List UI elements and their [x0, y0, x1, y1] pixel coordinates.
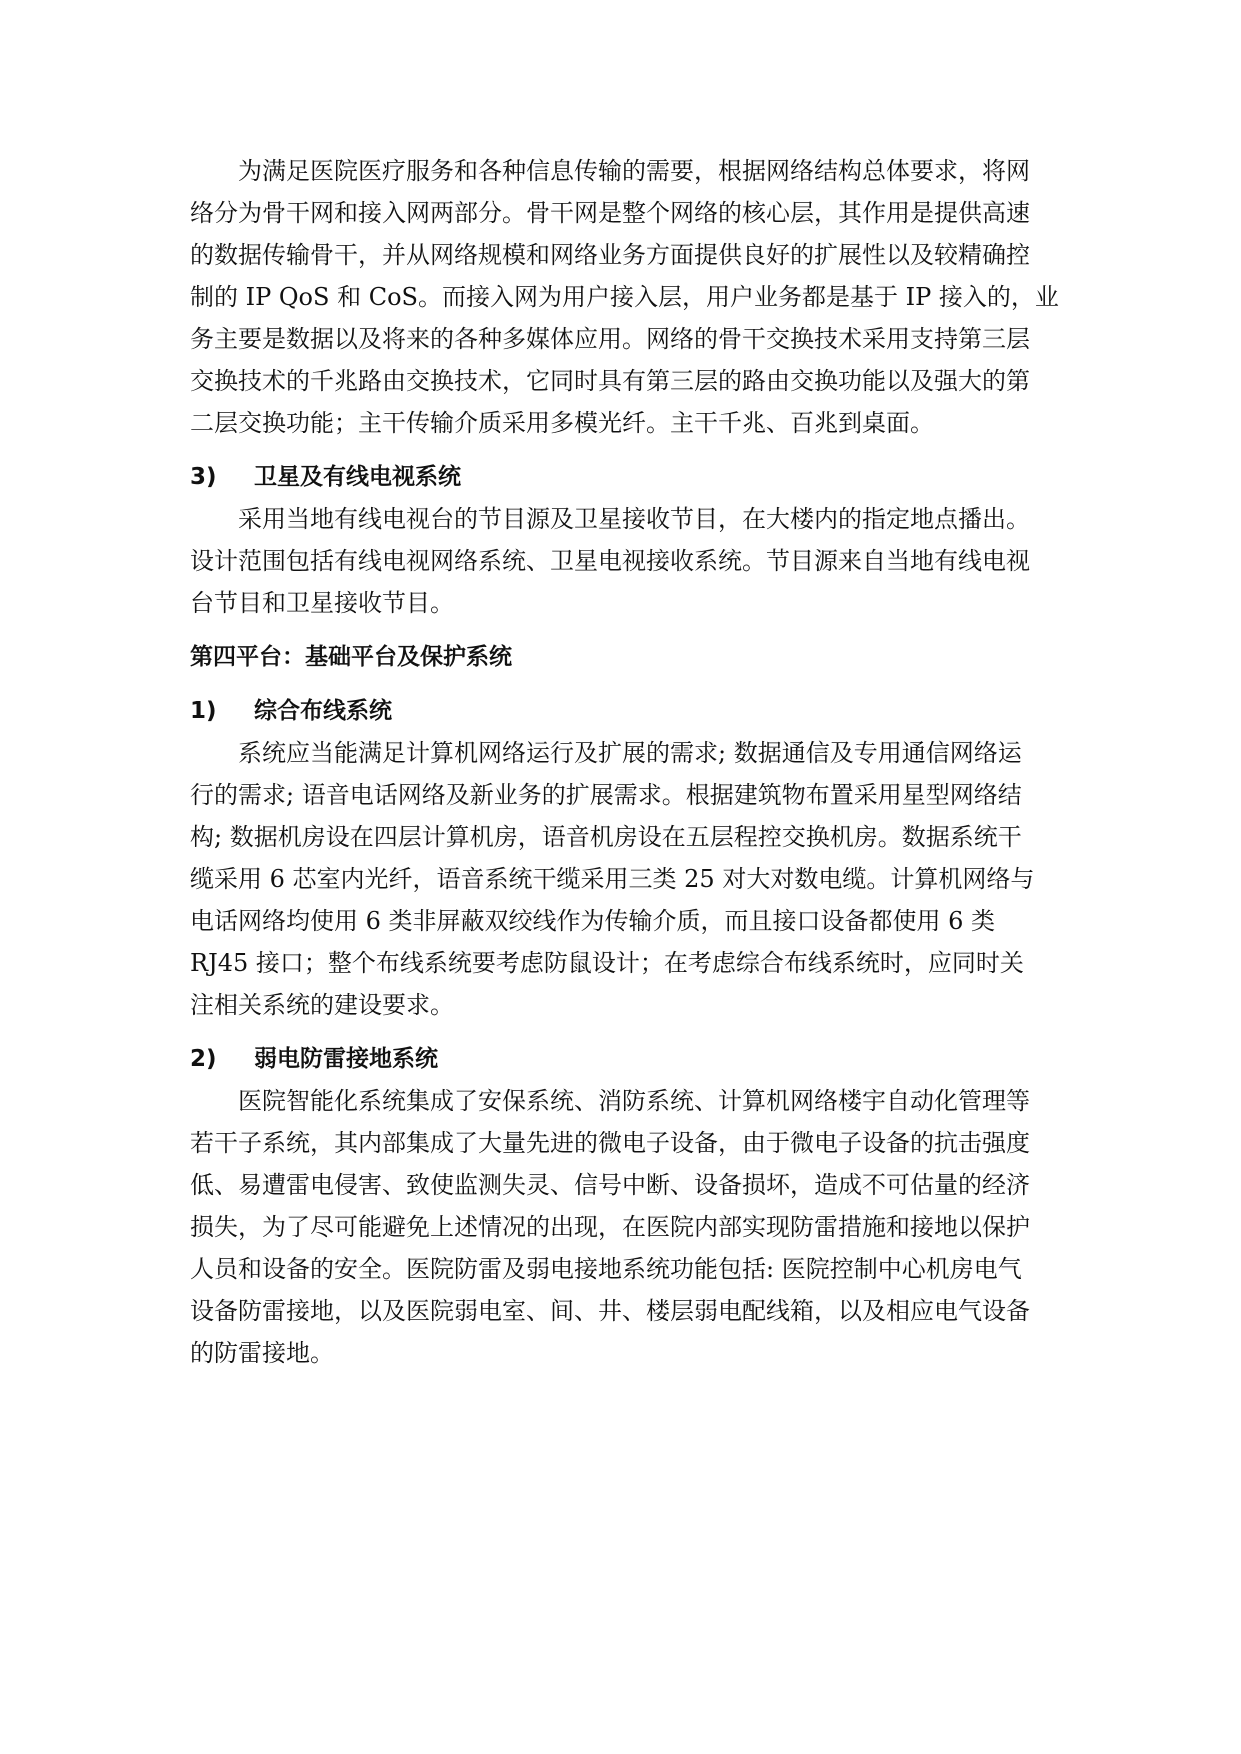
- text-line: 设备防雷接地，以及医院弱电室、间、井、楼层弱电配线箱，以及相应电气设备: [190, 1297, 1030, 1325]
- text-line: 医院智能化系统集成了安保系统、消防系统、计算机网络楼宇自动化管理等: [190, 1087, 1030, 1115]
- text-line: 二层交换功能；主干传输介质采用多模光纤。主干千兆、百兆到桌面。: [190, 409, 934, 437]
- text-line: 为满足医院医疗服务和各种信息传输的需要，根据网络结构总体要求，将网: [190, 157, 1030, 185]
- text-line: 设计范围包括有线电视网络系统、卫星电视接收系统。节目源来自当地有线电视: [190, 547, 1030, 575]
- text-line: 采用当地有线电视台的节目源及卫星接收节目，在大楼内的指定地点播出。: [190, 505, 1030, 533]
- text-line: 务主要是数据以及将来的各种多媒体应用。网络的骨干交换技术采用支持第三层: [190, 325, 1030, 353]
- heading-cabling-system: [190, 690, 1070, 732]
- text-line: 注相关系统的建设要求。: [190, 991, 454, 1019]
- text-line: 低、易遭雷电侵害、致使监测失灵、信号中断、设备损坏，造成不可估量的经济: [190, 1171, 1030, 1199]
- text-line: 构; 数据机房设在四层计算机房，语音机房设在五层程控交换机房。数据系统干: [190, 823, 1022, 851]
- paragraph-satellite-tv: [190, 498, 1070, 624]
- paragraph-lightning-grounding: [190, 1080, 1070, 1374]
- text-line: 制的 IP QoS 和 CoS。而接入网为用户接入层，用户业务都是基于 IP 接入的，业: [190, 283, 1059, 311]
- heading-number: 2): [190, 1046, 217, 1072]
- heading-title: 卫星及有线电视系统: [254, 464, 461, 490]
- text-line: 人员和设备的安全。医院防雷及弱电接地系统功能包括: 医院控制中心机房电气: [190, 1255, 1022, 1283]
- text-line: RJ45 接口；整个布线系统要考虑防鼠设计；在考虑综合布线系统时，应同时关: [190, 949, 1024, 977]
- text-line: 的数据传输骨干，并从网络规模和网络业务方面提供良好的扩展性以及较精确控: [190, 241, 1030, 269]
- text-line: 系统应当能满足计算机网络运行及扩展的需求; 数据通信及专用通信网络运: [190, 739, 1022, 767]
- heading-title: 综合布线系统: [254, 698, 392, 724]
- text-line: 台节目和卫星接收节目。: [190, 589, 454, 617]
- heading-number: 1): [190, 698, 217, 724]
- text-line: 缆采用 6 芯室内光纤，语音系统干缆采用三类 25 对大对数电缆。计算机网络与: [190, 865, 1035, 893]
- text-line: 行的需求; 语音电话网络及新业务的扩展需求。根据建筑物布置采用星型网络结: [190, 781, 1022, 809]
- heading-satellite-tv: [190, 456, 1070, 498]
- text-line: 络分为骨干网和接入网两部分。骨干网是整个网络的核心层，其作用是提供高速: [190, 199, 1030, 227]
- text-line: 电话网络均使用 6 类非屏蔽双绞线作为传输介质，而且接口设备都使用 6 类: [190, 907, 996, 935]
- heading-number: 3): [190, 464, 217, 490]
- heading-lightning-grounding: [190, 1038, 1070, 1080]
- paragraph-backbone-network: [190, 150, 1070, 444]
- text-line: 交换技术的千兆路由交换技术，它同时具有第三层的路由交换功能以及强大的第: [190, 367, 1030, 395]
- heading-platform-four: 第四平台：基础平台及保护系统: [190, 644, 512, 670]
- heading-title: 弱电防雷接地系统: [254, 1046, 438, 1072]
- text-line: 若干子系统，其内部集成了大量先进的微电子设备，由于微电子设备的抗击强度: [190, 1129, 1030, 1157]
- text-line: 损失，为了尽可能避免上述情况的出现，在医院内部实现防雷措施和接地以保护: [190, 1213, 1030, 1241]
- text-line: 的防雷接地。: [190, 1339, 334, 1367]
- document-page: [190, 150, 1070, 1374]
- paragraph-cabling-system: [190, 732, 1070, 1026]
